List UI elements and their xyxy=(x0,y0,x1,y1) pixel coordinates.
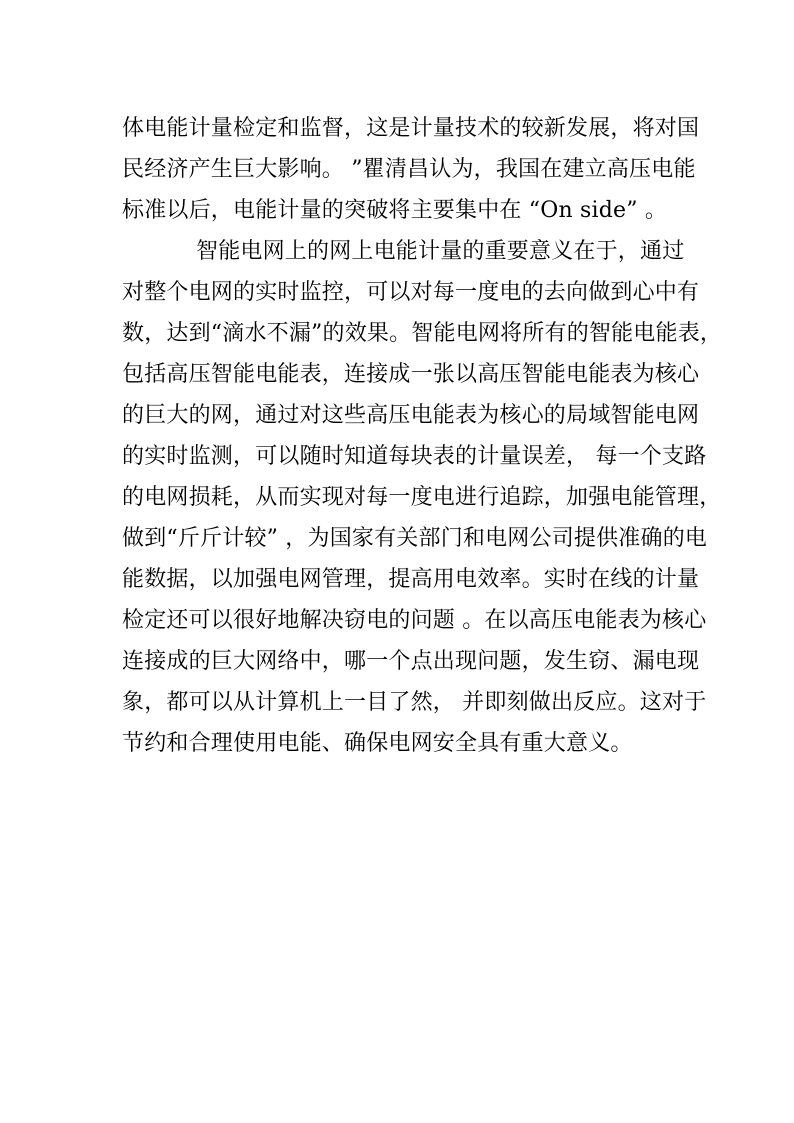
paragraph-line: 的实时监测，可以随时知道每块表的计量误差， 每一个支路 xyxy=(122,444,707,469)
paragraph-line: 标准以后，电能计量的突破将主要集中在 “On side” 。 xyxy=(122,198,668,223)
paragraph-line: 能数据，以加强电网管理，提高用电效率。实时在线的计量 xyxy=(122,567,700,592)
paragraph-line: 检定还可以很好地解决窃电的问题 。在以高压电能表为核心 xyxy=(122,608,707,633)
paragraph-line: 连接成的巨大网络中，哪一个点出现问题，发生窃、漏电现 xyxy=(122,649,700,674)
paragraph-line: 象，都可以从计算机上一目了然， 并即刻做出反应。这对于 xyxy=(122,690,707,715)
paragraph-line: 的巨大的网，通过对这些高压电能表为核心的局域智能电网 xyxy=(122,403,700,428)
paragraph-line: 智能电网上的网上电能计量的重要意义在于，通过 xyxy=(196,239,685,264)
paragraph-line: 体电能计量检定和监督，这是计量技术的较新发展，将对国 xyxy=(122,116,700,141)
paragraph-line: 民经济产生巨大影响。 ”瞿清昌认为，我国在建立高压电能 xyxy=(122,157,696,182)
paragraph-line: 数，达到“滴水不漏”的效果。智能电网将所有的智能电能表， xyxy=(122,321,723,346)
paragraph-line: 节约和合理使用电能、确保电网安全具有重大意义。 xyxy=(122,731,633,756)
paragraph-line: 的电网损耗，从而实现对每一度电进行追踪，加强电能管理， xyxy=(122,485,722,510)
paragraph-line: 包括高压智能电能表，连接成一张以高压智能电能表为核心 xyxy=(122,362,700,387)
paragraph-line: 对整个电网的实时监控，可以对每一度电的去向做到心中有 xyxy=(122,280,700,305)
paragraph-line: 做到“斤斤计较” ，为国家有关部门和电网公司提供准确的电 xyxy=(122,526,708,551)
